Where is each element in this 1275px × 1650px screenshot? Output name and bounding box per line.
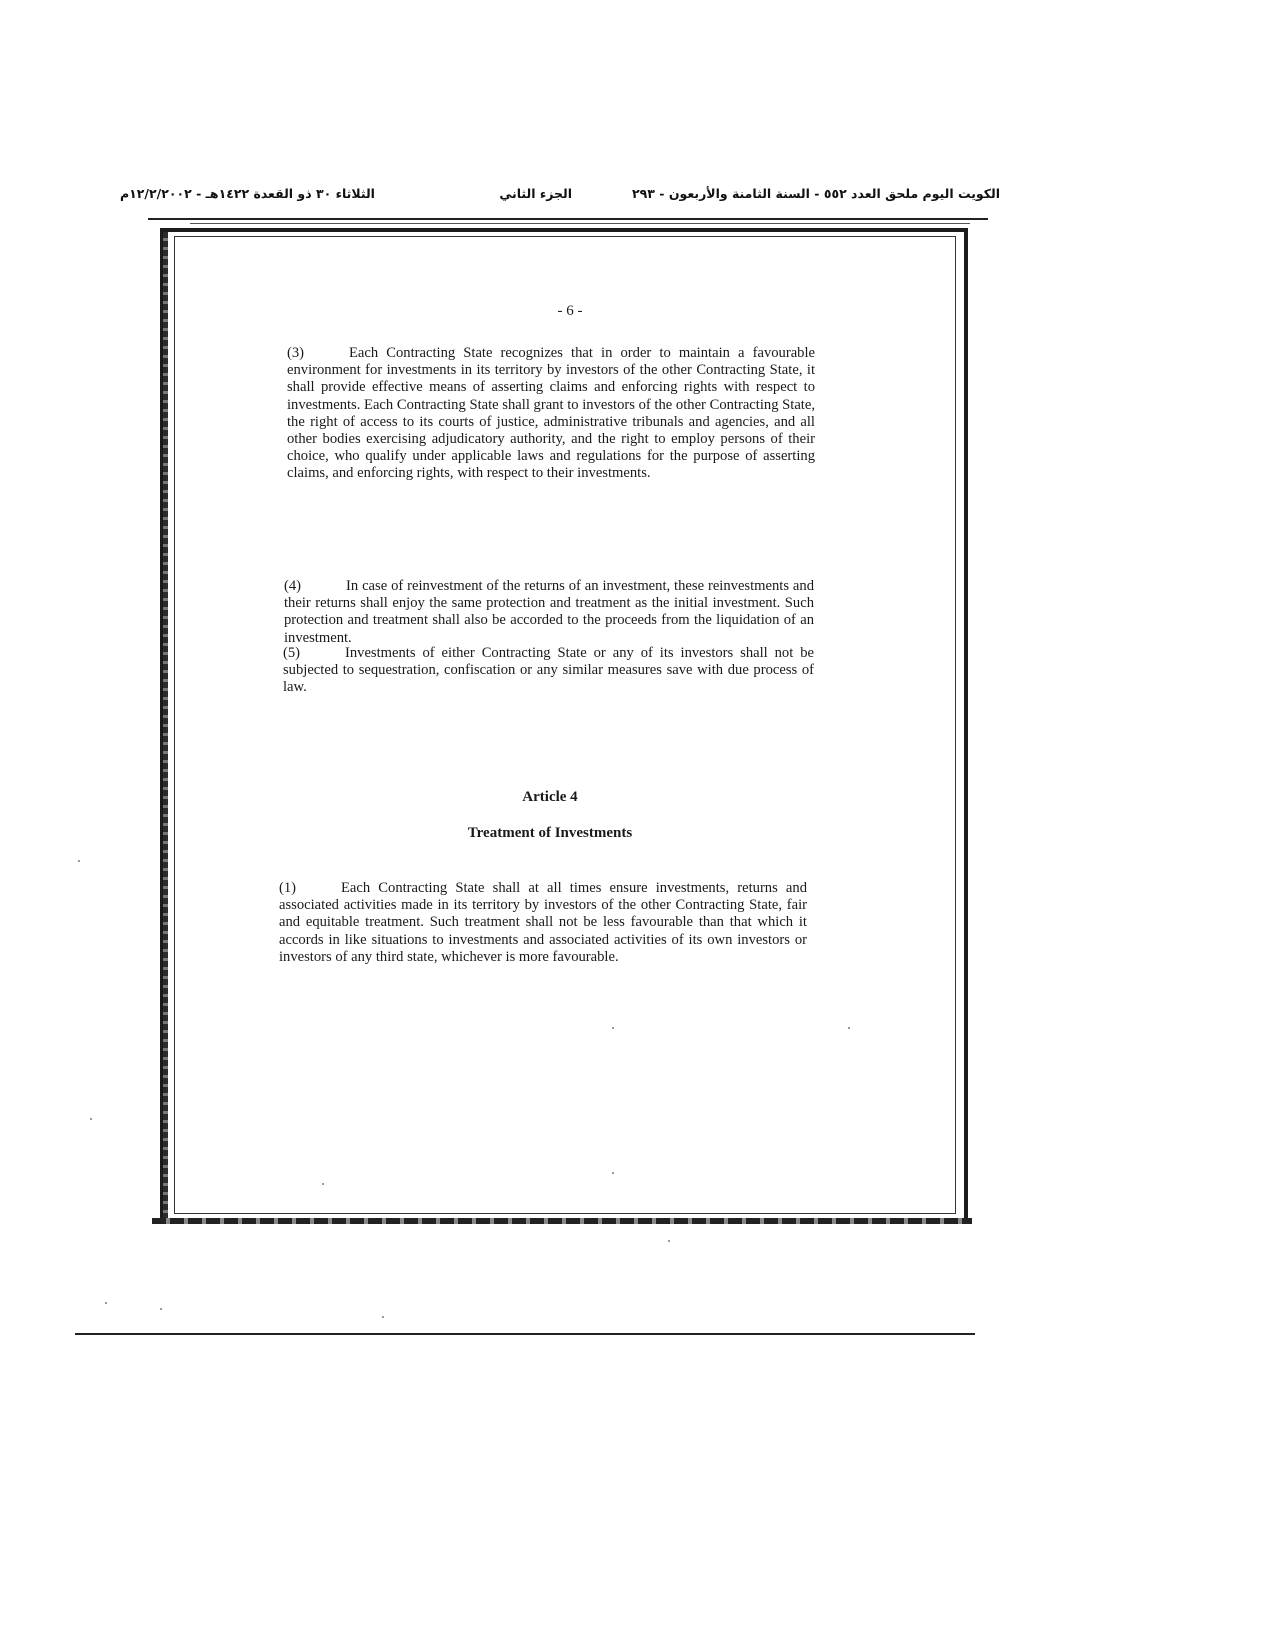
paragraph-5	[283, 645, 814, 697]
scan-speck	[612, 1172, 614, 1174]
scan-speck	[322, 1183, 324, 1185]
scan-speck	[382, 1316, 384, 1318]
article-heading: Article 4	[522, 789, 578, 805]
gazette-issue-info: الكويت اليوم ملحق العدد ٥٥٢ - السنة الثامنة والأربعون - ٢٩٣	[632, 186, 1000, 201]
paragraph-text: Each Contracting State shall at all times ensure investments, returns and associated activities made in its territory by investors of the other Contracting State, fair and equitable treatment. Such treatment shall not be less favourable than that which it accords in like situations to investments and associated activities of its own investors or investors of any third state, whichever is more favourable.	[279, 880, 807, 965]
paragraph-text: In case of reinvestment of the returns of an investment, these reinvestments and their returns shall enjoy the same protection and treatment as the initial investment. Such protection and treatment shall also be accorded to the proceeds from the liquidation of an investment.	[284, 578, 814, 646]
paragraph-text: Each Contracting State recognizes that in order to maintain a favourable environment for investments in its territory by investors of the other Contracting State, it shall provide effective means of asserting claims and enforcing rights with respect to investments. Each Contracting State shall grant to investors of the other Contracting State, the right of access to its courts of justice, administrative tribunals and agencies, and all other bodies exercising adjudicatory authority, and the right to employ persons of their choice, who qualify under applicable laws and regulations for the purpose of asserting claims, and enforcing rights, with respect to their investments.	[287, 345, 815, 482]
article-subtitle: Treatment of Investments	[467, 825, 633, 841]
frame-left-edge	[163, 232, 168, 1220]
scan-speck	[848, 1027, 850, 1029]
scan-speck	[105, 1302, 107, 1304]
gazette-date: الثلاثاء ٣٠ ذو القعدة ١٤٢٢هـ - ١٢/٢/٢٠٠٢م	[120, 186, 375, 201]
page-number: - 6 -	[557, 303, 583, 319]
scan-speck	[668, 1240, 670, 1242]
paragraph-3	[287, 345, 815, 483]
paragraph-4	[284, 578, 814, 647]
paragraph-number: (5)	[283, 645, 301, 661]
gazette-part: الجزء الثاني	[499, 186, 572, 201]
paragraph-number: (4)	[284, 578, 302, 594]
header-rule	[148, 218, 988, 220]
header-rule-thin	[190, 223, 970, 224]
paragraph-text: Investments of either Contracting State or any of its investors shall not be subjected to sequestration, confiscation or any similar measures save with due process of law.	[283, 645, 814, 696]
scan-speck	[612, 1027, 614, 1029]
scan-speck	[78, 860, 80, 862]
article4-paragraph-1	[279, 880, 807, 966]
footer-rule	[75, 1333, 975, 1335]
paragraph-number: (3)	[287, 345, 305, 361]
scan-speck	[160, 1308, 162, 1310]
paragraph-number: (1)	[279, 880, 297, 896]
scan-speck	[90, 1118, 92, 1120]
frame-bottom-edge	[152, 1218, 972, 1224]
gazette-header	[120, 186, 1000, 212]
